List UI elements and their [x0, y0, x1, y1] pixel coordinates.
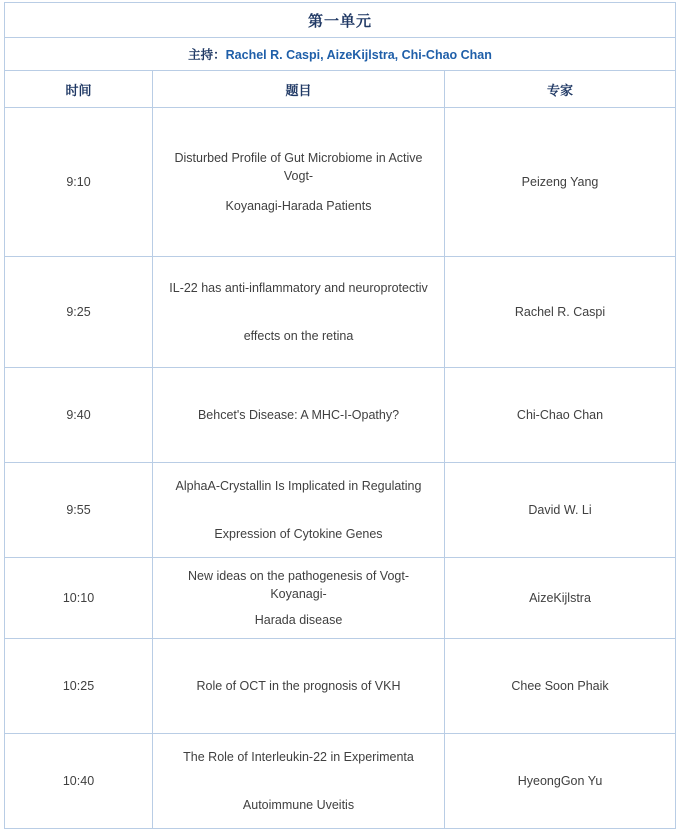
chairs-names: Rachel R. Caspi, AizeKijlstra, Chi-Chao Chan	[225, 48, 492, 62]
chairs-label: 主持：	[188, 48, 226, 62]
cell-topic	[153, 368, 445, 463]
cell-expert: Rachel R. Caspi	[445, 257, 676, 368]
topic-line: AlphaA-Crystallin Is Implicated in Regulating	[175, 478, 422, 493]
topic-line: Disturbed Profile of Gut Microbiome in Active Vogt-	[174, 150, 423, 183]
table-row	[5, 108, 676, 257]
cell-topic	[153, 558, 445, 639]
topic-line: Behcet's Disease: A MHC-I-Opathy?	[197, 407, 400, 422]
cell-expert: Chee Soon Phaik	[445, 639, 676, 734]
cell-topic	[153, 257, 445, 368]
schedule-container	[4, 0, 676, 829]
cell-time: 9:40	[5, 368, 153, 463]
session-schedule-table	[4, 2, 676, 829]
column-header-expert: 专家	[445, 71, 676, 108]
table-row	[5, 368, 676, 463]
topic-line: Role of OCT in the prognosis of VKH	[196, 678, 401, 693]
cell-time: 10:25	[5, 639, 153, 734]
topic-line: New ideas on the pathogenesis of Vogt-Koyanagi-	[188, 568, 409, 601]
cell-topic	[153, 108, 445, 257]
cell-topic	[153, 639, 445, 734]
topic-line: Expression of Cytokine Genes	[214, 527, 383, 541]
topic-line: IL-22 has anti-inflammatory and neuroprotectiv	[169, 280, 428, 295]
cell-expert: Chi-Chao Chan	[445, 368, 676, 463]
cell-time: 9:25	[5, 257, 153, 368]
table-row	[5, 558, 676, 639]
topic-line: Koyanagi-Harada Patients	[225, 199, 372, 214]
topic-line: effects on the retina	[243, 329, 354, 343]
session-chairs	[5, 38, 676, 71]
session-title: 第一单元	[5, 3, 676, 38]
topic-line: The Role of Interleukin-22 in Experimenta	[183, 749, 414, 764]
cell-topic	[153, 734, 445, 829]
session-chairs-row	[5, 38, 676, 71]
session-title-row	[5, 3, 676, 38]
table-row	[5, 639, 676, 734]
column-header-topic: 题目	[153, 71, 445, 108]
cell-time: 9:55	[5, 463, 153, 558]
table-row	[5, 257, 676, 368]
cell-topic	[153, 463, 445, 558]
cell-expert: David W. Li	[445, 463, 676, 558]
table-row	[5, 734, 676, 829]
cell-expert: Peizeng Yang	[445, 108, 676, 257]
column-header-time: 时间	[5, 71, 153, 108]
cell-time: 10:40	[5, 734, 153, 829]
topic-line: Autoimmune Uveitis	[242, 798, 355, 812]
cell-time: 9:10	[5, 108, 153, 257]
cell-expert: AizeKijlstra	[445, 558, 676, 639]
cell-expert: HyeongGon Yu	[445, 734, 676, 829]
table-header-row	[5, 71, 676, 108]
table-row	[5, 463, 676, 558]
topic-line: Harada disease	[254, 613, 343, 628]
cell-time: 10:10	[5, 558, 153, 639]
